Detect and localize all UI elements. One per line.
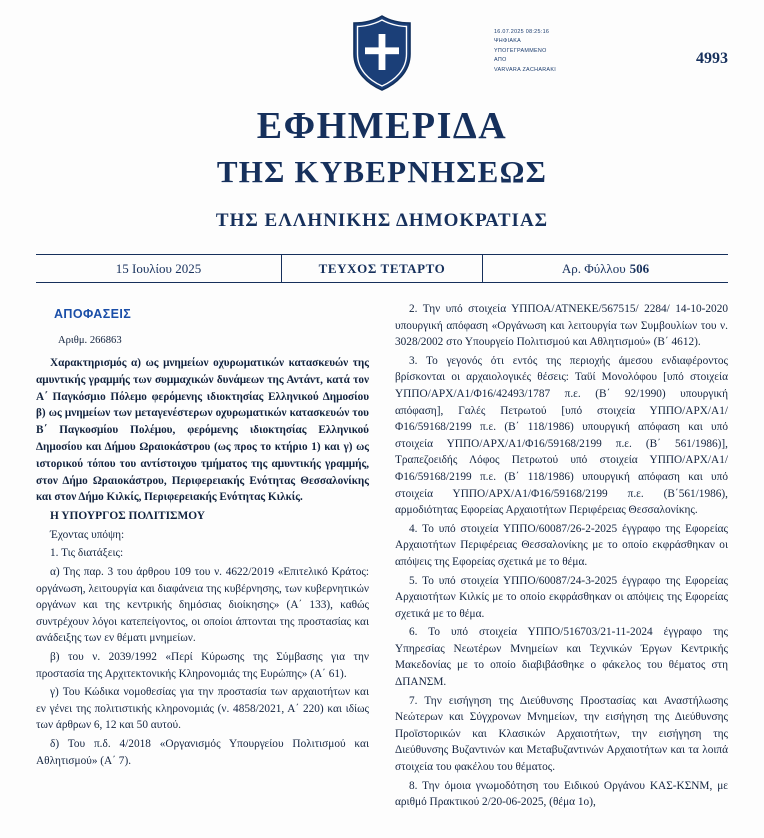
signature-line-2: ΥΠΟΓΕΓΡΑΜΜΕΝΟ [494,47,547,54]
issue-info-bar [36,254,728,283]
signature-line-3: ΑΠΟ [494,57,507,64]
signature-line-1: ΨΗΦΙΑΚΑ [494,38,522,45]
paragraph-6: 6. Το υπό στοιχεία ΥΠΠΟ/516703/21-11-2024 έγγραφο της Υπηρεσίας Νεωτέρων Μνημείων και Τεχνικών Έργων Κεντρικής Μακεδονίας με το οποίο διαβιβάσθηκε ο φάκελος του θέματος στη ΔΠΑΝΣΜ. [395,626,728,689]
paragraph-1b: β) του ν. 2039/1992 «Περί Κύρωσης της Σύμβασης για την προστασία της Αρχιτεκτονικής Κληρονομιάς της Ευρώπης» (Α΄ 61). [36,651,369,680]
right-column [395,301,728,821]
issue-sheet [483,255,728,282]
paragraph-8: 8. Την όμοια γνωμοδότηση του Ειδικού Οργάνου ΚΑΣ-ΚΣΝΜ, με αριθμό Πρακτικού 2/20-06-2025, (θέμα 1ο), [395,779,728,809]
signature-signer: VARVARA ZACHARAKI [494,66,557,73]
gazette-title-line-2: ΤΗΣ ΚΥΒΕΡΝΗΣΕΩΣ [216,154,548,189]
paragraph-1: 1. Τις διατάξεις: [50,547,124,560]
left-column [36,301,369,821]
paragraph-3: 3. Το γεγονός ότι εντός της περιοχής άμεσου ενδιαφέροντος βρίσκονται οι αρχαιολογικές θέσεις: Ταϋί Μονολόφου [υπό στοιχεία ΥΠΠΟ/ΑΡΧ/Α1/Φ16/42493/1787 π.ε. (Β΄ 92/1990) υπουργική απόφαση], Γαλές Πετρωτού [υπό στοιχεία ΥΠΠΟ/ΑΡΧ/Α1/Φ16/59168/2199 π.ε. (Β΄ 118/1986) υπουργική απόφαση και υπό στοιχεία ΥΠΠΟ/ΑΡΧ/Α1/Φ16/59168/2199 π.ε. (Β΄ 561/1986)], Τραπεζοειδής Λόφος Πετρωτού υπό στοιχεία ΥΠΠΟ/ΑΡΧ/Α1/Φ16/59168/2199 π.ε. (Β΄ 118/1986) υπουργική απόφαση και υπό στοιχεία ΥΠΠΟ/ΑΡΧ/Α1/Φ16/59168/2199 π.ε. (Β΄561/1986), αρμοδιότητας Εφορείας Αρχαιοτήτων Περιφέρειας Θεσσαλονίκης. [395,354,728,517]
body-columns [36,301,728,821]
paragraph-7: 7. Την εισήγηση της Διεύθυνσης Προστασίας και Αναστήλωσης Νεώτερων και Σύγχρονων Μνημείων, την εισήγηση της Διεύθυνσης Προϊστορικών και Κλασικών Αρχαιοτήτων, την εισήγηση της Διεύθυνσης Βυζαντινών και Μεταβυζαντινών Αρχαιοτήτων και τα λοιπά στοιχεία του φακέλου του θέματος. [395,694,728,774]
paragraph-4: 4. Το υπό στοιχεία ΥΠΠΟ/60087/26-2-2025 έγγραφο της Εφορείας Αρχαιοτήτων Περιφέρειας Θεσσαλονίκης με το οποίο εκφράσθηκαν οι απόψεις της Εφορείας σχετικά με το θέμα. [395,522,728,568]
paragraph-5: 5. Το υπό στοιχεία ΥΠΠΟ/60087/24-3-2025 έγγραφο της Εφορείας Αρχαιοτήτων Κιλκίς με το οποίο εκφράσθηκαν οι απόψεις της Εφορείας σχετικά με το θέμα. [395,574,728,620]
gazette-title-line-3: ΤΗΣ ΕΛΛΗΝΙΚΗΣ ΔΗΜΟΚΡΑΤΙΑΣ [215,210,549,231]
issue-sheet-label: Αρ. Φύλλου [561,260,626,276]
paragraph-1a: α) Της παρ. 3 του άρθρου 109 του ν. 4622/2019 «Επιτελικό Κράτος: οργάνωση, λειτουργία και διαφάνεια της κυβέρνησης, των κυβερνητικών οργάνων και της κεντρικής δημόσιας διοίκησης» (Α΄ 133), καθώς συντρέχουν λόγοι κατεπείγοντος, οι οποίοι άπτονται της προστασίας και ανάδειξης των εν θέματι μνημείων. [36,566,369,645]
paragraph-1d: δ) Του π.δ. 4/2018 «Οργανισμός Υπουργείου Πολιτισμού και Αθλητισμού» (Α΄ 7). [36,738,369,767]
issue-type: ΤΕΥΧΟΣ ΤΕΤΑΡΤΟ [281,255,483,282]
digital-signature-block [494,28,556,75]
decision-number: Αριθμ. 266863 [58,335,122,347]
signature-timestamp: 16.07.2025 08:25:16 [494,29,550,35]
page-number: 4993 [696,50,728,67]
section-heading-decisions: ΑΠΟΦΑΣΕΙΣ [54,307,132,321]
issuing-minister: Η ΥΠΟΥΡΓΟΣ ΠΟΛΙΤΙΣΜΟΥ [50,510,206,523]
emblem-wrapper [0,14,764,92]
gazette-title-line-1: ΕΦΗΜΕΡΙΔΑ [256,105,508,147]
paragraph-1c: γ) Του Κώδικα νομοθεσίας για την προστασία των αρχαιοτήτων και εν γένει της πολιτιστικής κληρονομιάς (ν. 4858/2021, Α΄ 220) και ιδίως των άρθρων 6, 12 και 50 αυτού. [36,686,369,732]
issue-date: 15 Ιουλίου 2025 [115,260,202,276]
paragraph-having-regard: Έχοντας υπόψη: [50,528,125,541]
decision-subject: Χαρακτηρισμός α) ως μνημείων οχυρωματικών κατασκευών της αμυντικής γραμμής των συμμαχικών δυνάμεων της Αντάντ, κατά τον Α΄ Παγκόσμιο Πόλεμο φερόμενης ιδιοκτησίας Ελληνικού Δημοσίου β) ως μνημείων των μεταγενέστερων οχυρωματικών κατασκευών του Β΄ Παγκοσμίου Πολέμου, φερόμενης ιδιοκτησίας Ελληνικού Δημοσίου και Δήμου Ωραιοκάστρου (ως προς το κτήριο 1) και γ) ως ιστορικού τόπου του αντίστοιχου τμήματος της αμυντικής γραμμής, στον Δήμο Ωραιοκάστρου, Περιφερειακής Ενότητας Θεσσαλονίκης και στον Δήμο Κιλκίς, Περιφερειακής Ενότητας Κιλκίς. [36,356,369,504]
paragraph-2: 2. Την υπό στοιχεία ΥΠΠΟΑ/ΑΤΝΕΚΕ/567515/ 2284/ 14-10-2020 υπουργική απόφαση «Οργάνωση και λειτουργία των Συμβουλίων του ν. 3028/2002 στο Υπουργείο Πολιτισμού και Αθλητισμού» (Β΄ 4612). [395,303,728,349]
issue-sheet-number: 506 [629,260,650,276]
hellenic-republic-emblem-icon [350,14,414,92]
masthead [0,0,764,232]
